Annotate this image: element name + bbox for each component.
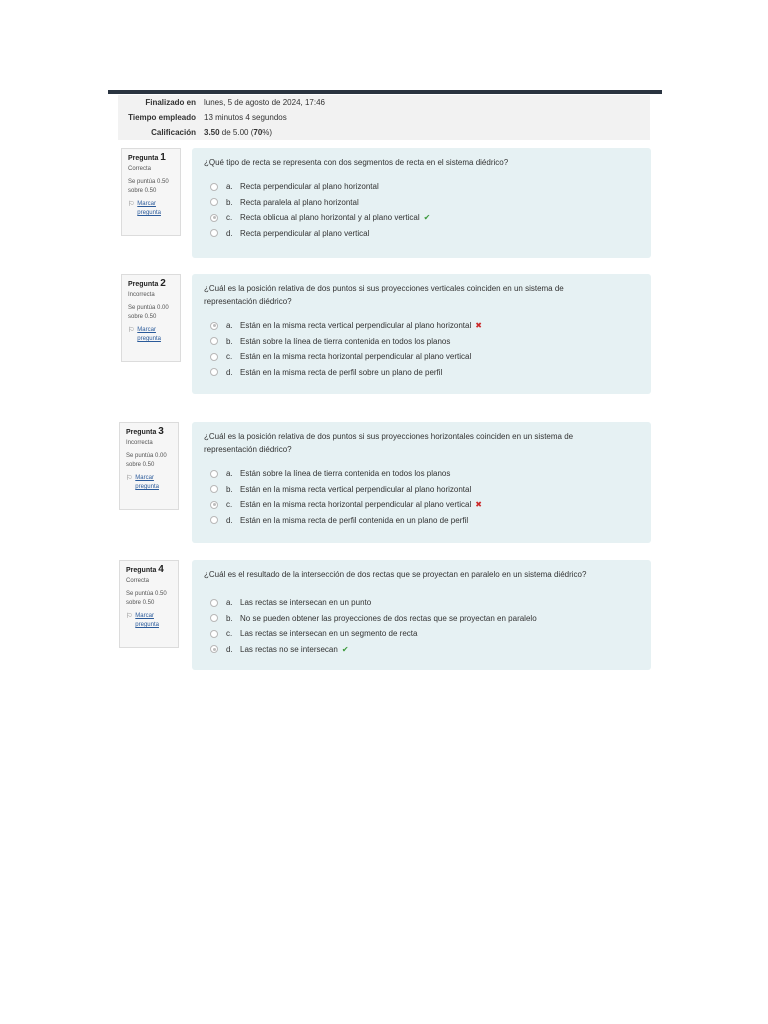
flag-question-text <box>135 474 159 492</box>
radio-button[interactable] <box>210 183 218 191</box>
flag-question-text <box>137 200 161 218</box>
answer-option-b[interactable] <box>210 195 639 211</box>
radio-button[interactable] <box>210 599 218 607</box>
question-text: ¿Qué tipo de recta se representa con dos segmentos de recta en el sistema diédrico? <box>204 158 509 167</box>
option-text: No se pueden obtener las proyecciones de dos rectas que se proyectan en paralelo <box>240 613 537 623</box>
answer-option-d[interactable] <box>210 642 639 658</box>
page-top-bar <box>108 90 662 94</box>
finished-value: lunes, 5 de agosto de 2024, 17:46 <box>204 98 325 107</box>
radio-button[interactable] <box>210 368 218 376</box>
question-content-2 <box>192 274 651 394</box>
option-letter: d. <box>226 228 233 238</box>
option-letter: b. <box>226 336 233 346</box>
grade-line-1: Se puntúa 0.50 <box>128 179 169 185</box>
question-number: 1 <box>160 152 166 163</box>
grade-line-2: sobre 0.50 <box>126 600 155 606</box>
option-letter: b. <box>226 484 233 494</box>
flag-line-2: pregunta <box>137 336 161 342</box>
grade-value <box>204 125 272 140</box>
question-info-1 <box>121 148 181 236</box>
radio-button[interactable] <box>210 198 218 206</box>
option-text: Recta perpendicular al plano horizontal <box>240 182 379 192</box>
answer-option-b[interactable] <box>210 611 639 627</box>
option-text: Las rectas se intersecan en un segmento de recta <box>240 629 418 639</box>
grade-percent: 70 <box>253 128 263 137</box>
question-title <box>126 427 172 437</box>
option-text: Están en la misma recta horizontal perpendicular al plano vertical <box>240 352 472 362</box>
radio-button[interactable] <box>210 614 218 622</box>
time-label: Tiempo empleado <box>128 113 196 122</box>
question-grade <box>128 178 174 196</box>
option-text: Están sobre la línea de tierra contenida en todos los planos <box>240 469 451 479</box>
answer-option-c[interactable] <box>210 497 639 513</box>
question-info-3 <box>119 422 179 510</box>
answer-option-a[interactable] <box>210 318 639 334</box>
answer-option-d[interactable] <box>210 513 639 529</box>
question-number: 2 <box>160 278 166 289</box>
question-state: Incorrecta <box>126 440 153 446</box>
option-text: Están en la misma recta horizontal perpendicular al plano vertical <box>240 500 472 510</box>
flag-question-link[interactable] <box>128 326 174 344</box>
flag-line-1: Marcar <box>137 201 156 207</box>
time-value: 13 minutos 4 segundos <box>204 113 287 122</box>
question-grade <box>126 452 172 470</box>
cross-icon: ✖ <box>475 321 482 331</box>
cross-icon: ✖ <box>475 500 482 510</box>
grade-line-1: Se puntúa 0.00 <box>126 453 167 459</box>
flag-line-2: pregunta <box>135 622 159 628</box>
question-title <box>128 153 174 163</box>
answer-option-a[interactable] <box>210 179 639 195</box>
option-letter: a. <box>226 469 233 479</box>
option-text: Las rectas se intersecan en un punto <box>240 598 372 608</box>
answer-option-d[interactable] <box>210 365 639 381</box>
grade-line-2: sobre 0.50 <box>126 462 155 468</box>
question-content-1 <box>192 148 651 258</box>
option-text: Recta oblicua al plano horizontal y al plano vertical <box>240 213 420 223</box>
question-info-4 <box>119 560 179 648</box>
question-text: ¿Cuál es la posición relativa de dos puntos si sus proyecciones verticales coinciden en un sistema de representación diédrico? <box>204 284 564 306</box>
radio-button[interactable] <box>210 516 218 524</box>
flag-line-1: Marcar <box>135 613 154 619</box>
flag-line-2: pregunta <box>137 210 161 216</box>
question-state: Correcta <box>128 166 152 172</box>
option-text: Están en la misma recta de perfil contenida en un plano de perfil <box>240 515 469 525</box>
question-label: Pregunta <box>126 429 157 436</box>
option-letter: c. <box>226 213 233 223</box>
option-letter: d. <box>226 515 233 525</box>
radio-button-selected[interactable] <box>210 501 218 509</box>
option-text: Están en la misma recta vertical perpendicular al plano horizontal <box>240 484 472 494</box>
flag-question-text <box>137 326 161 344</box>
question-label: Pregunta <box>128 155 159 162</box>
question-text: ¿Cuál es la posición relativa de dos puntos si sus proyecciones horizontales coinciden en un sistema de representación diédrico? <box>204 432 574 454</box>
grade-line-2: sobre 0.50 <box>128 188 157 194</box>
answer-option-c[interactable] <box>210 626 639 642</box>
option-text: Están en la misma recta de perfil sobre un plano de perfil <box>240 367 443 377</box>
grade-line-1: Se puntúa 0.00 <box>128 305 169 311</box>
question-grade <box>126 590 172 608</box>
check-icon: ✔ <box>423 213 431 223</box>
flag-icon: ⚐ <box>126 613 133 620</box>
question-state: Correcta <box>126 578 150 584</box>
grade-end: %) <box>262 128 273 137</box>
radio-button[interactable] <box>210 630 218 638</box>
flag-line-1: Marcar <box>137 327 156 333</box>
answer-list <box>210 179 639 241</box>
answer-option-b[interactable] <box>210 334 639 350</box>
summary-row-finished <box>118 95 650 110</box>
answer-option-c[interactable] <box>210 349 639 365</box>
radio-button[interactable] <box>210 470 218 478</box>
flag-line-1: Marcar <box>135 475 154 481</box>
question-title <box>128 279 174 289</box>
answer-list <box>210 318 639 380</box>
grade-label: Calificación <box>151 128 196 137</box>
flag-question-link[interactable] <box>126 612 172 630</box>
answer-list <box>210 595 639 657</box>
flag-line-2: pregunta <box>135 484 159 490</box>
option-letter: c. <box>226 352 233 362</box>
option-text: Recta paralela al plano horizontal <box>240 197 359 207</box>
question-number: 4 <box>158 564 164 575</box>
option-letter: a. <box>226 598 233 608</box>
question-label: Pregunta <box>128 281 159 288</box>
finished-label: Finalizado en <box>145 98 196 107</box>
grade-score: 3.50 <box>204 128 220 137</box>
attempt-summary <box>118 95 650 140</box>
option-letter: c. <box>226 629 233 639</box>
question-grade <box>128 304 174 322</box>
summary-row-grade <box>118 125 650 140</box>
option-letter: a. <box>226 321 233 331</box>
grade-mid: de 5.00 ( <box>219 128 254 137</box>
question-text: ¿Cuál es el resultado de la intersección de dos rectas que se proyectan en paralelo en un sistema diédrico? <box>204 570 587 579</box>
summary-row-time <box>118 110 650 125</box>
grade-line-1: Se puntúa 0.50 <box>126 591 167 597</box>
question-info-2 <box>121 274 181 362</box>
answer-option-b[interactable] <box>210 482 639 498</box>
answer-list <box>210 466 639 528</box>
question-title <box>126 565 172 575</box>
option-text: Están sobre la línea de tierra contenida en todos los planos <box>240 336 451 346</box>
answer-option-a[interactable] <box>210 595 639 611</box>
flag-icon: ⚐ <box>126 475 133 482</box>
question-label: Pregunta <box>126 567 157 574</box>
flag-question-link[interactable] <box>128 200 174 218</box>
option-letter: b. <box>226 197 233 207</box>
option-letter: d. <box>226 644 233 654</box>
radio-button-selected[interactable] <box>210 214 218 222</box>
option-text: Recta perpendicular al plano vertical <box>240 228 370 238</box>
radio-button-selected[interactable] <box>210 322 218 330</box>
flag-icon: ⚐ <box>128 327 135 334</box>
option-text: Las rectas no se intersecan <box>240 644 338 654</box>
flag-question-text <box>135 612 159 630</box>
option-text: Están en la misma recta vertical perpendicular al plano horizontal <box>240 321 472 331</box>
answer-option-a[interactable] <box>210 466 639 482</box>
option-letter: c. <box>226 500 233 510</box>
radio-button[interactable] <box>210 337 218 345</box>
flag-question-link[interactable] <box>126 474 172 492</box>
question-number: 3 <box>158 426 164 437</box>
radio-button-selected[interactable] <box>210 645 218 653</box>
question-content-3 <box>192 422 651 543</box>
flag-icon: ⚐ <box>128 201 135 208</box>
question-content-4 <box>192 560 651 670</box>
radio-button[interactable] <box>210 485 218 493</box>
question-state: Incorrecta <box>128 292 155 298</box>
check-icon: ✔ <box>341 644 349 654</box>
grade-line-2: sobre 0.50 <box>128 314 157 320</box>
option-letter: b. <box>226 613 233 623</box>
radio-button[interactable] <box>210 229 218 237</box>
answer-option-c[interactable] <box>210 210 639 226</box>
option-letter: a. <box>226 182 233 192</box>
radio-button[interactable] <box>210 353 218 361</box>
option-letter: d. <box>226 367 233 377</box>
answer-option-d[interactable] <box>210 226 639 242</box>
